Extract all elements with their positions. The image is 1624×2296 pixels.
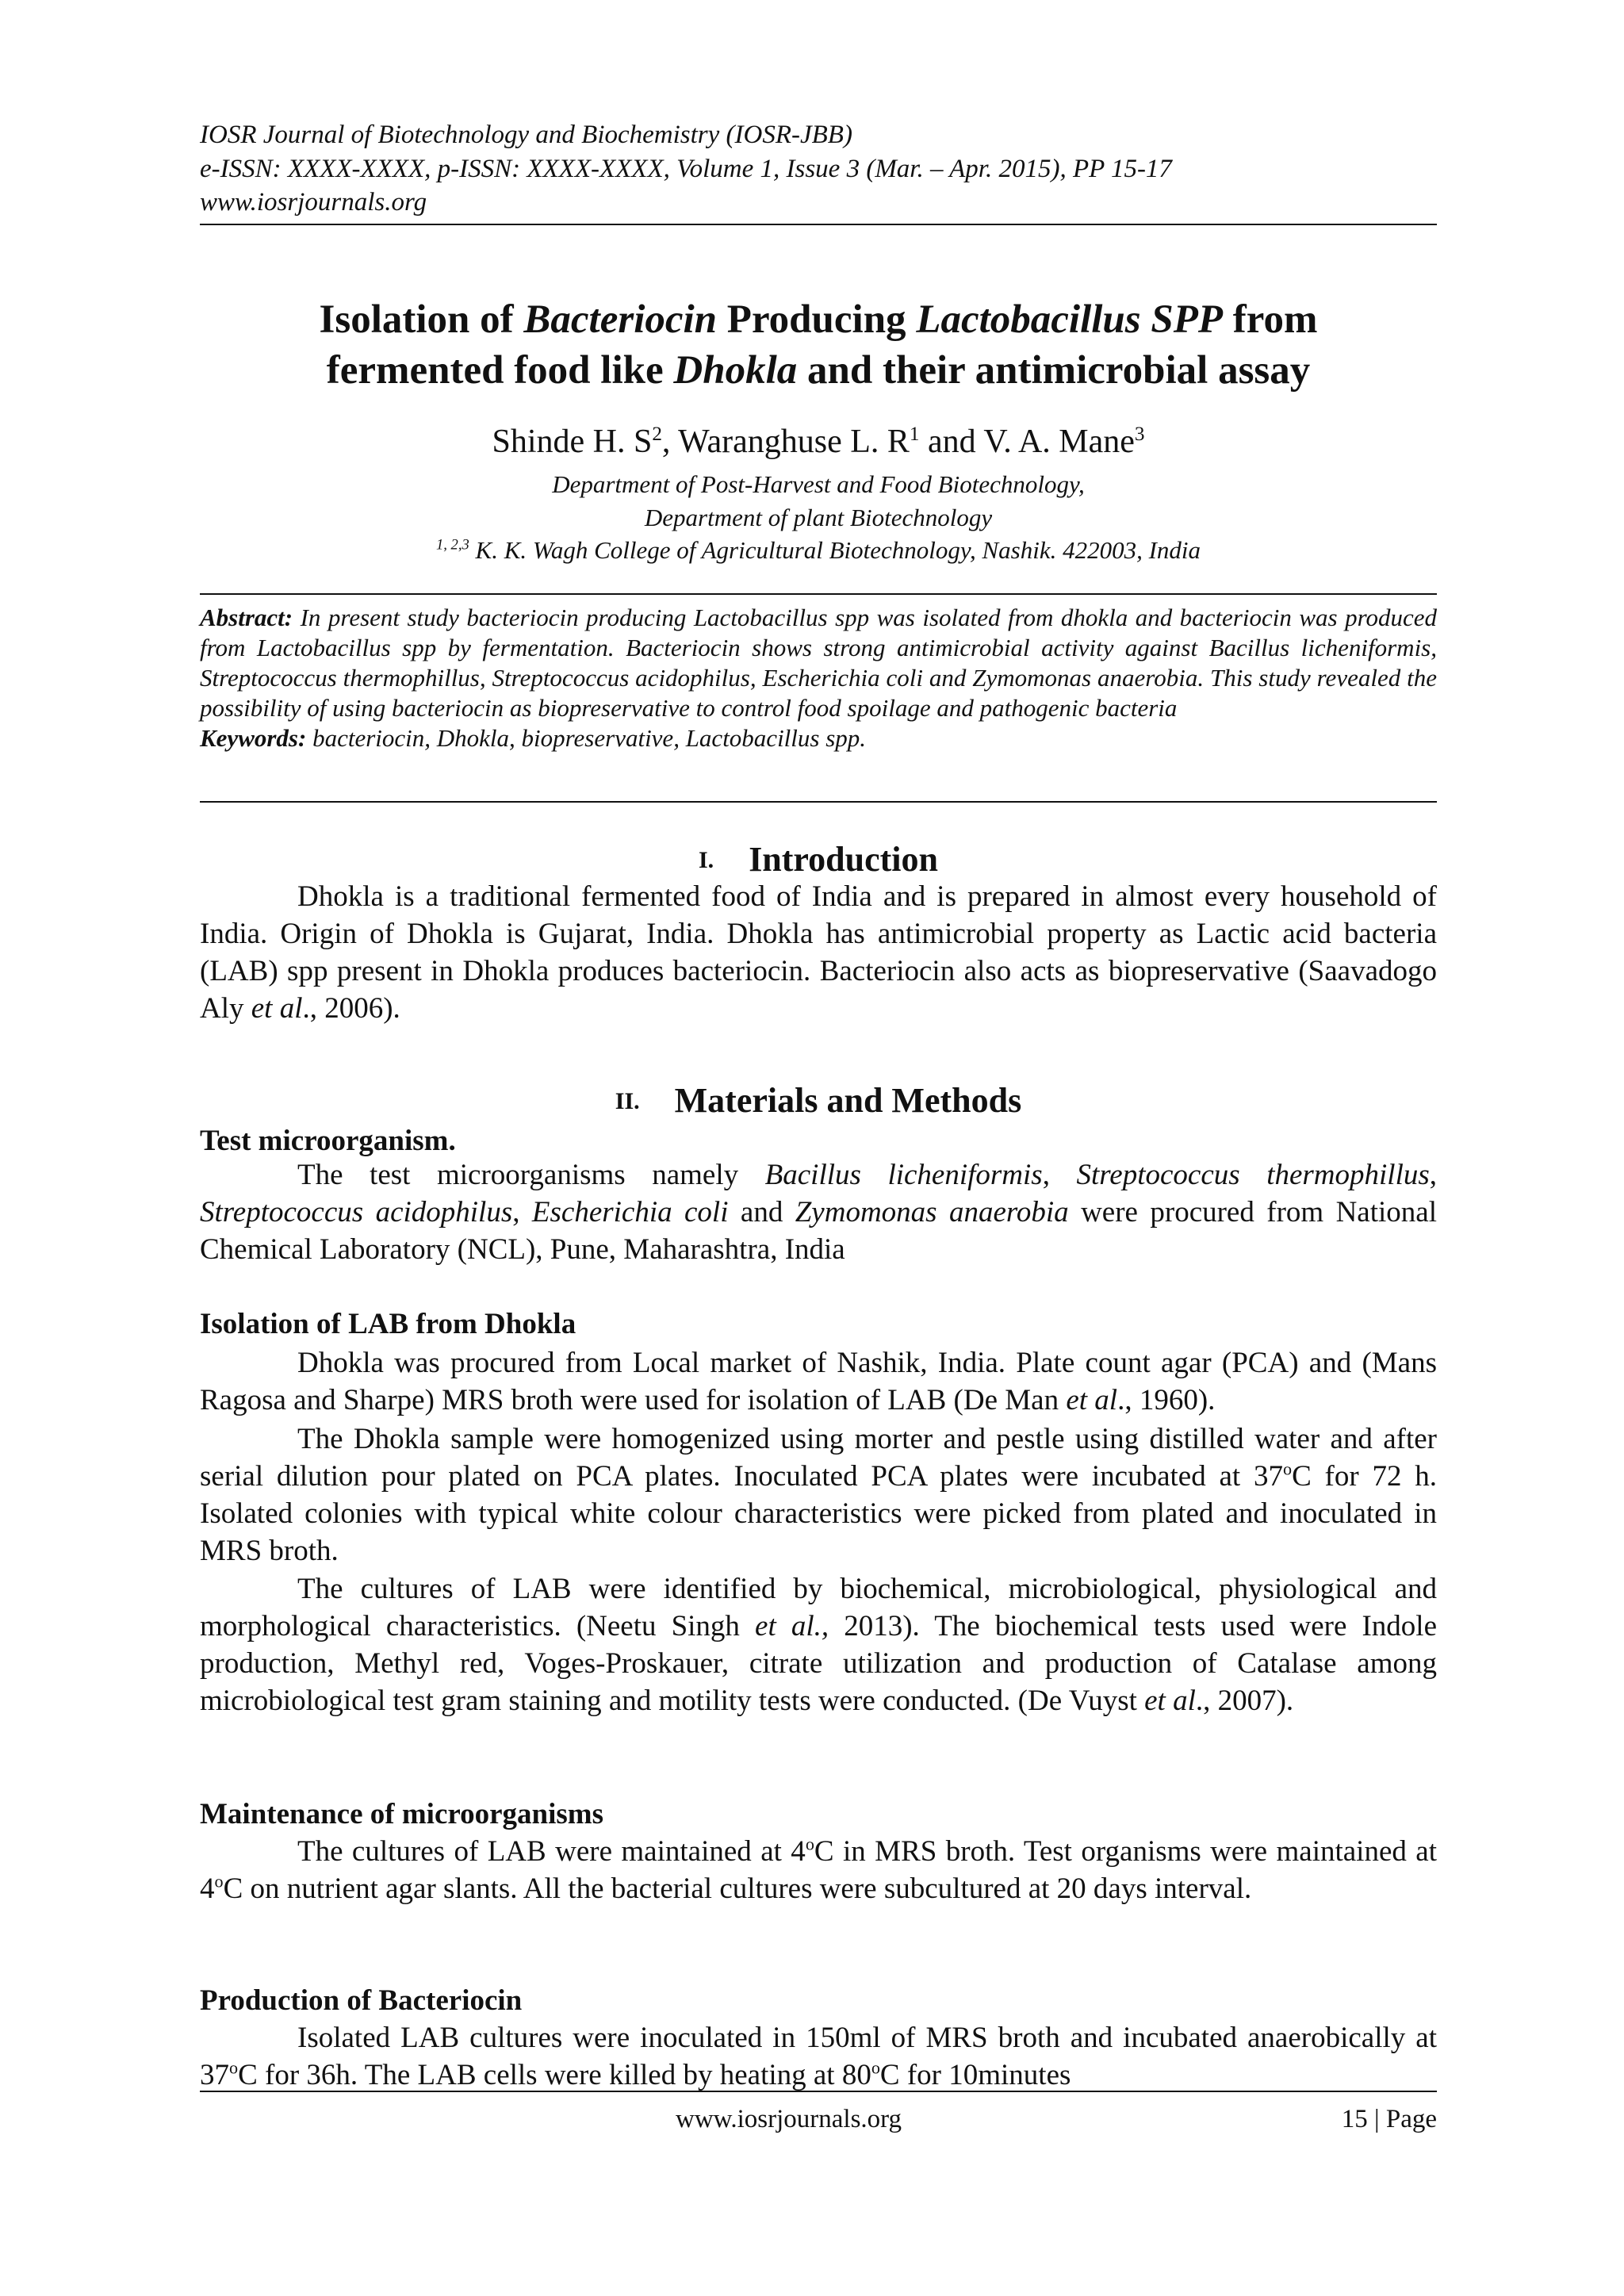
journal-name: IOSR Journal of Biotechnology and Biochemistry (IOSR-JBB) <box>200 121 852 149</box>
test-microorganism-paragraph: The test microorganisms namely Bacillus licheniformis, Streptococcus thermophillus, Streptococcus acidophilus, Escherichia coli and Zymomonas anaerobia were procured from National Chemical Laboratory (NCL), Pune, Maharashtra, India <box>200 1159 1438 1266</box>
isolation-paragraph-2: The Dhokla sample were homogenized using morter and pestle using distilled water and after serial dilution pour plated on PCA plates. Inoculated PCA plates were incubated at 37$^o$C for 72 h. Isolated colonies with typical white colour characteristics were picked from plated and inoculated in MRS broth. <box>200 1423 1437 1567</box>
maintenance-paragraph: The cultures of LAB were maintained at 4$^o$C in MRS broth. Test organisms were maintained at 4$^o$C on nutrient agar slants. All the bacterial cultures were subcultured at 20 days interval. <box>200 1834 1437 1905</box>
abstract-label: Abstract: <box>200 604 293 631</box>
abstract-bottom-rule <box>200 801 1437 803</box>
introduction-paragraph: Dhokla is a traditional fermented food of India and is prepared in almost every household of India. Origin of Dhokla is Gujarat, India. Dhokla has antimicrobial property as Lactic acid bacteria (LAB) spp present in Dhokla produces bacteriocin. Bacteriocin also acts as biopreservative (Saavadogo Aly et al., 2006). <box>200 880 1437 1025</box>
production-paragraph: Isolated LAB cultures were inoculated in 150ml of MRS broth and incubated anaerobically at 37$^o$C for 36h. The LAB cells were killed by heating at 80$^o$C for 10minutes <box>200 2022 1437 2091</box>
abstract-block <box>200 603 1437 753</box>
paper-title-line-1: Isolation of Bacteriocin Producing Lactobacillus SPP from <box>319 297 1318 342</box>
abstract-text: In present study bacteriocin producing Lactobacillus spp was isolated from dhokla and bacteriocin was produced from Lactobacillus spp by fermentation. Bacteriocin shows strong antimicrobial activity against Bacillus licheniformis, Streptococcus thermophillus, Streptococcus acidophilus, Escherichia coli and Zymomonas anaerobia. This study revealed the possibility of using bacteriocin as biopreservative to control food spoilage and pathogenic bacteria <box>200 604 1437 722</box>
isolation-paragraph-1: Dhokla was procured from Local market of Nashik, India. Plate count agar (PCA) and (Mans Ragosa and Sharpe) MRS broth were used for isolation of LAB (De Man et al., 1960). <box>200 1347 1437 1416</box>
author-list: Shinde H. $S^2$, Waranghuse L. $R^1$ and V. A. Mane$^3$ <box>492 424 1145 460</box>
affiliation-line: $^{1, 2,3}$ K. K. Wagh College of Agricultural Biotechnology, Nashik. 422003, India <box>435 536 1201 564</box>
page-number: 15 | Page <box>1341 2105 1437 2133</box>
keywords-label: Keywords: <box>200 724 307 752</box>
affiliation-line: Department of Post-Harvest and Food Biotechnology, <box>552 470 1085 498</box>
footer-rule <box>200 2091 1437 2092</box>
subheading-production: Production of Bacteriocin <box>200 1984 523 2017</box>
journal-website: www.iosrjournals.org <box>200 188 427 217</box>
section-heading-introduction: I. Introduction <box>699 840 938 879</box>
subheading-isolation: Isolation of LAB from Dhokla <box>200 1308 576 1340</box>
abstract-top-rule <box>200 593 1437 595</box>
section-heading-methods: II. Materials and Methods <box>615 1081 1022 1120</box>
subheading-test-microorganism: Test microorganism. <box>200 1125 456 1157</box>
subheading-maintenance: Maintenance of microorganisms <box>200 1798 604 1830</box>
footer-website: www.iosrjournals.org <box>676 2105 902 2133</box>
affiliation-line: Department of plant Biotechnology <box>644 504 993 531</box>
isolation-paragraph-3: The cultures of LAB were identified by biochemical, microbiological, physiological and morphological characteristics. (Neetu Singh et al., 2013). The biochemical tests used were Indole production, Methyl red, Voges-Proskauer, citrate utilization and production of Catalase among microbiological test gram staining and motility tests were conducted. (De Vuyst et al., 2007). <box>200 1573 1438 1717</box>
issn-line: e-ISSN: XXXX-XXXX, p-ISSN: XXXX-XXXX, Volume 1, Issue 3 (Mar. – Apr. 2015), PP 15-17 <box>200 155 1172 183</box>
header-rule <box>200 224 1437 225</box>
keywords-text: bacteriocin, Dhokla, biopreservative, Lactobacillus spp. <box>306 724 867 752</box>
paper-title-line-2: fermented food like Dhokla and their antimicrobial assay <box>326 348 1311 393</box>
